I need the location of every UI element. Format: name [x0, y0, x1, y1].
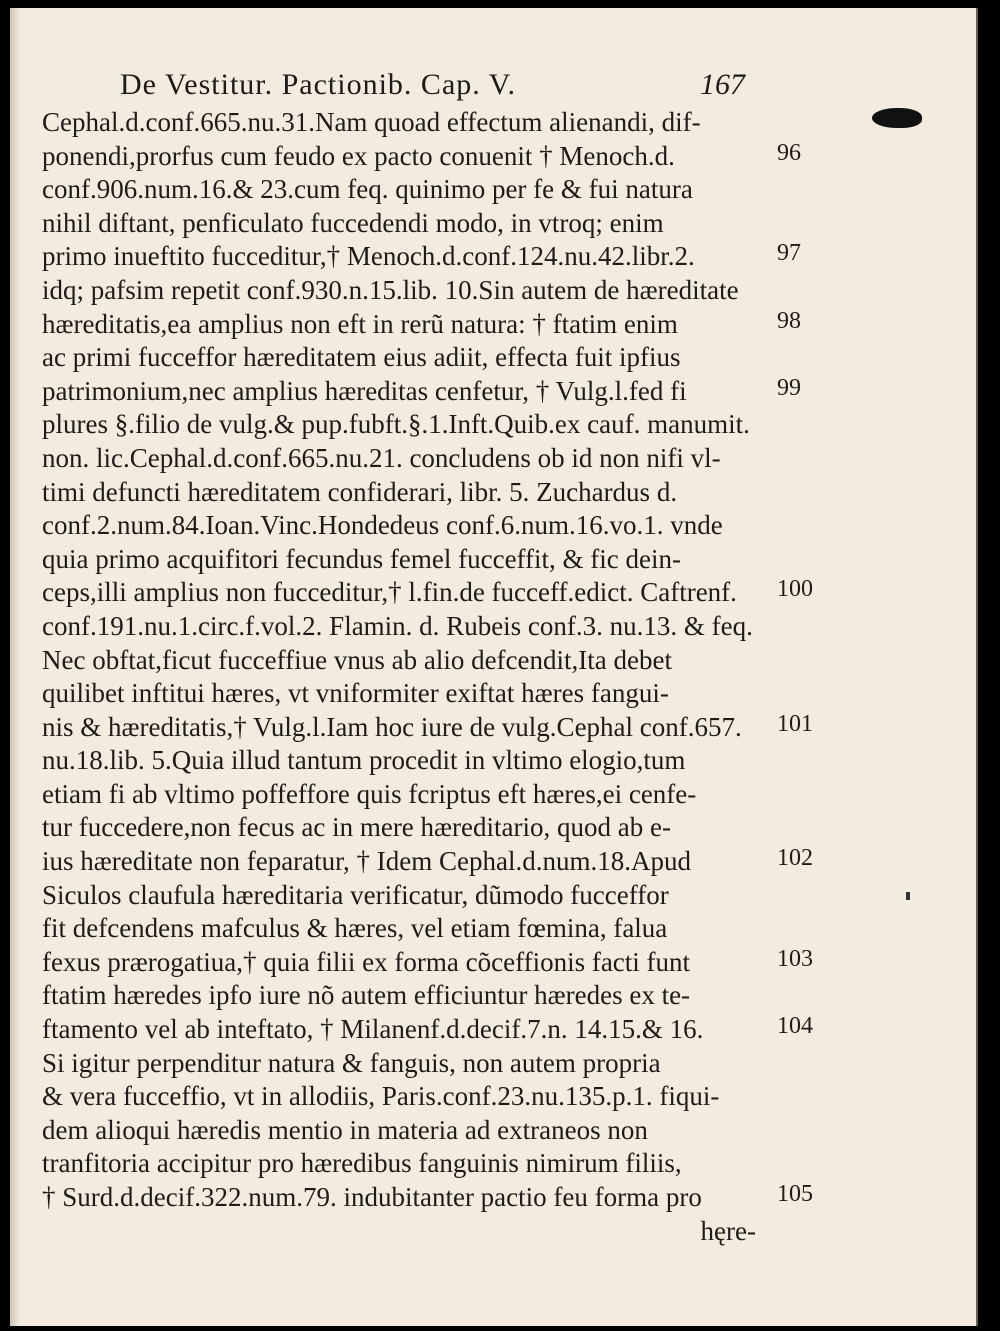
text-line: ceps,illi amplius non fucceditur,† l.fin.de fucceff.edict. Caftrenf. [42, 577, 737, 608]
text-line: patrimonium,nec amplius hæreditas cenfetur, † Vulg.l.fed fi [42, 375, 687, 406]
page-gutter [10, 8, 20, 1326]
marginal-note-number: 96 [777, 139, 801, 166]
marginal-note-number: 97 [777, 240, 801, 267]
text-line: hæreditatis,ea amplius non eft in rerũ natura: † ftatim enim [42, 308, 678, 339]
text-line: timi defuncti hæreditatem confiderari, libr. 5. Zuchardus d. [42, 476, 678, 507]
text-line: quia primo acquifitori fecundus femel fucceffit, & fic dein- [42, 543, 682, 574]
folio-number: 167 [700, 68, 745, 101]
text-line: ponendi,prorfus cum feudo ex pacto conuenit † Menoch.d. [42, 140, 675, 171]
text-line: conf.2.num.84.Ioan.Vinc.Hondedeus conf.6.num.16.vo.1. vnde [42, 510, 723, 541]
text-line: conf.906.num.16.& 23.cum feq. quinimo per fe & fui natura [42, 174, 693, 205]
book-page [10, 8, 978, 1326]
marginal-note-number: 101 [777, 710, 813, 737]
marginal-note-number: 104 [777, 1013, 813, 1040]
text-line: hęre- [700, 1215, 756, 1246]
ink-speck [906, 892, 910, 900]
text-line: idq; pafsim repetit conf.930.n.15.lib. 10.Sin autem de hæreditate [42, 274, 739, 305]
text-line: & vera fucceffio, vt in allodiis, Paris.conf.23.nu.135.p.1. fiqui- [42, 1081, 720, 1112]
text-line: Cephal.d.conf.665.nu.31.Nam quoad effectum alienandi, dif- [42, 107, 701, 137]
marginal-note-number: 100 [777, 576, 813, 603]
marginal-note-number: 99 [777, 374, 801, 401]
text-line: nis & hæreditatis,† Vulg.l.Iam hoc iure de vulg.Cephal conf.657. [42, 711, 742, 742]
text-line: ius hæreditate non feparatur, † Idem Cephal.d.num.18.Apud [42, 846, 692, 877]
text-line: Siculos claufula hæreditaria verificatur, dũmodo fucceffor [42, 879, 669, 910]
marginal-note-number: 102 [777, 845, 813, 872]
text-line: tranfitoria accipitur pro hæredibus fanguinis nimirum filiis, [42, 1148, 682, 1179]
text-line: dem alioqui hæredis mentio in materia ad extraneos non [42, 1114, 648, 1145]
text-line: primo inueftito fucceditur,† Menoch.d.conf.124.nu.42.libr.2. [42, 241, 695, 272]
marginal-note-number: 103 [777, 946, 813, 972]
running-title: De Vestitur. Pactionib. Cap. V. [120, 68, 517, 101]
running-header [10, 68, 976, 108]
body-text [42, 106, 813, 1248]
text-line: ftamento vel ab inteftato, † Milanenf.d.decif.7.n. 14.15.& 16. [42, 1014, 704, 1045]
text-line: plures §.filio de vulg.& pup.fubft.§.1.Inft.Quib.ex cauf. manumit. [42, 409, 750, 440]
text-line: Nec obftat,ficut fucceffiue vnus ab alio defcendit,Ita debet [42, 644, 672, 675]
text-line: non. lic.Cephal.d.conf.665.nu.21. concludens ob id non nifi vl- [42, 442, 721, 473]
text-line: nu.18.lib. 5.Quia illud tantum procedit in vltimo elogio,tum [42, 745, 686, 776]
text-line: etiam fi ab vltimo poffeffore quis fcriptus eft hæres,ei cenfe- [42, 778, 697, 809]
text-line: conf.191.nu.1.circ.f.vol.2. Flamin. d. Rubeis conf.3. nu.13. & feq. [42, 610, 753, 641]
text-line: nihil diftant, penficulato fuccedendi modo, in vtroq; enim [42, 207, 664, 238]
marginal-note-number: 105 [777, 1181, 813, 1208]
text-line: fexus prærogatiua,† quia filii ex forma cõceffionis facti funt [42, 946, 691, 977]
text-line: fit defcendens mafculus & hæres, vel etiam fœmina, falua [42, 913, 668, 944]
text-line: quilibet inftitui hæres, vt vniformiter exiftat hæres fangui- [42, 678, 669, 709]
text-line: tur fuccedere,non fecus ac in mere hæreditario, quod ab e- [42, 812, 671, 843]
text-line: † Surd.d.decif.322.num.79. indubitanter pactio feu forma pro [42, 1182, 702, 1212]
text-line: ftatim hæredes ipfo iure nõ autem efficiuntur hæredes ex te- [42, 980, 691, 1011]
text-line: Si igitur perpenditur natura & fanguis, non autem propria [42, 1047, 661, 1078]
ink-blot [872, 108, 922, 128]
marginal-note-number: 98 [777, 307, 801, 334]
text-line: ac primi fucceffor hæreditatem eius adiit, effecta fuit ipfius [42, 342, 681, 373]
